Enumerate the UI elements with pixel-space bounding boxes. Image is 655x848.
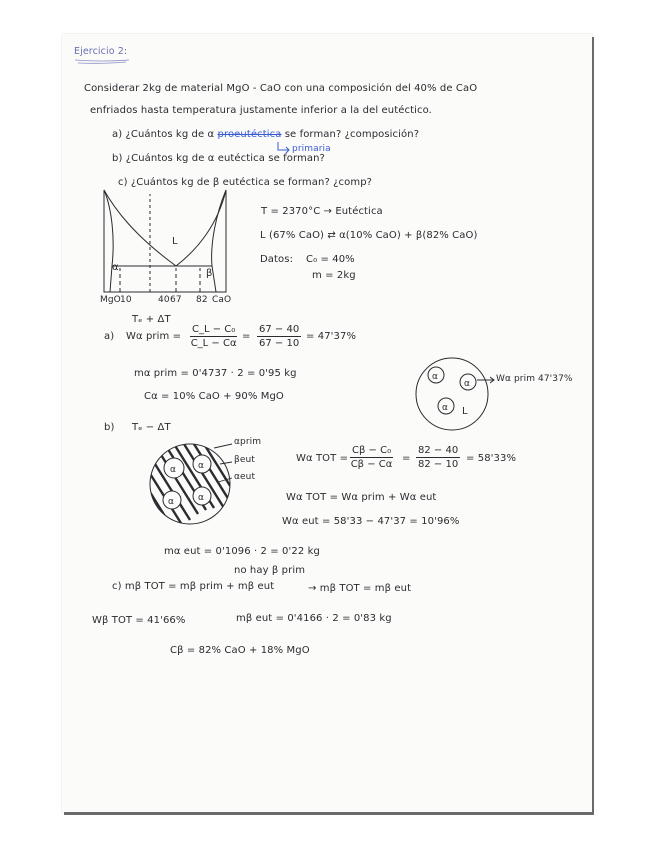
liquidus-right xyxy=(176,190,226,266)
xlabel-40: 40 xyxy=(158,295,170,305)
xlabel-10: 10 xyxy=(120,295,132,305)
micro-b-grain-2: α xyxy=(198,461,204,471)
part-b-result: = 58'33% xyxy=(466,453,517,464)
statement-line-1: Considerar 2kg de material MgO - CaO con una composición del 40% de CaO xyxy=(84,83,478,94)
part-a-frac-den: C_L − Cα xyxy=(190,338,237,349)
phase-label-L: L xyxy=(172,236,178,247)
part-a-frac2-den: 67 − 10 xyxy=(259,338,300,349)
xlabel-cao: CaO xyxy=(212,295,232,305)
part-c-composition: Cβ = 82% CaO + 18% MgO xyxy=(170,645,310,656)
datum-c0: C₀ = 40% xyxy=(306,254,355,265)
part-c-note: no hay β prim xyxy=(234,565,306,576)
micro-b-leader-lines xyxy=(212,438,236,488)
part-a-w-prim: Wα prim = xyxy=(126,331,182,342)
part-a-numeric-fraction xyxy=(257,324,301,349)
micro-b-legend-alpha-prim: αprim xyxy=(234,437,262,447)
micro-a-grain-3: α xyxy=(442,403,448,413)
micro-a-liquid-label: L xyxy=(462,406,468,417)
micro-b-grain-1: α xyxy=(170,465,176,475)
question-a-end: se forman? ¿composición? xyxy=(284,129,420,140)
part-c-result-arrow: → mβ TOT = mβ eut xyxy=(308,583,412,594)
solvus-alpha xyxy=(104,190,113,292)
solvus-beta xyxy=(212,190,226,292)
part-b-lever-fraction xyxy=(350,445,393,470)
part-a-composition: Cα = 10% CaO + 90% MgO xyxy=(144,391,284,402)
phase-diagram xyxy=(98,184,238,304)
micro-a-grain-2: α xyxy=(464,379,470,389)
micro-a-annotation: Wα prim 47'37% xyxy=(496,374,573,384)
question-a-correction: primaria xyxy=(292,144,331,154)
part-c-w-tot: Wβ TOT = 41'66% xyxy=(92,615,186,626)
micro-b-legend-beta-eut: βeut xyxy=(234,455,255,465)
part-b-frac2-num: 82 − 40 xyxy=(418,445,459,456)
question-b: b) ¿Cuántos kg de α eutéctica se forman? xyxy=(112,153,325,164)
xlabel-67: 67 xyxy=(170,295,182,305)
micro-b-grain-4: α xyxy=(198,493,204,503)
part-b-frac-num: Cβ − C₀ xyxy=(352,445,392,456)
part-b-w-eut: Wα eut = 58'33 − 47'37 = 10'96% xyxy=(282,516,460,527)
statement-line-2: enfriados hasta temperatura justamente inferior a la del eutéctico. xyxy=(90,105,432,116)
part-b-w-tot: Wα TOT = xyxy=(296,453,349,464)
microstructure-a xyxy=(412,354,492,434)
micro-b-grain-3: α xyxy=(168,497,174,507)
part-a-lever-fraction xyxy=(190,324,237,349)
eutectic-temperature: T = 2370°C → Eutéctica xyxy=(261,206,383,217)
datos-label: Datos: xyxy=(260,254,294,265)
question-a-struck-word: proeutéctica xyxy=(217,129,282,140)
part-b-frac-den: Cβ − Cα xyxy=(350,459,393,470)
part-b-temperature: Tₑ − ΔT xyxy=(132,422,171,433)
part-a-temperature: Tₑ + ΔT xyxy=(132,314,171,325)
part-b-frac2-den: 82 − 10 xyxy=(418,459,459,470)
phase-label-alpha: α xyxy=(112,262,119,273)
part-b-sum: Wα TOT = Wα prim + Wα eut xyxy=(286,492,437,503)
notebook-page xyxy=(62,34,592,812)
eutectic-reaction: L (67% CaO) ⇄ α(10% CaO) + β(82% CaO) xyxy=(260,230,478,241)
xlabel-mgo: MgO xyxy=(100,295,121,305)
micro-a-grain-1: α xyxy=(432,372,438,382)
question-c: c) ¿Cuántos kg de β eutéctica se forman? ¿comp? xyxy=(118,177,373,188)
exercise-title: Ejercicio 2: xyxy=(74,46,128,57)
liquidus-left xyxy=(104,190,176,266)
phase-label-beta: β xyxy=(206,268,213,279)
part-a-frac-num: C_L − C₀ xyxy=(192,324,236,335)
xlabel-82: 82 xyxy=(196,295,208,305)
part-a-frac2-num: 67 − 40 xyxy=(259,324,300,335)
micro-a-arrow-icon xyxy=(476,376,496,384)
part-c-equation: c) mβ TOT = mβ prim + mβ eut xyxy=(112,581,275,592)
title-underline xyxy=(74,58,130,64)
part-b-numeric-fraction xyxy=(416,445,460,470)
part-a-equals: = xyxy=(242,331,251,342)
micro-b-legend-alpha-eut: αeut xyxy=(234,472,256,482)
part-a-mass: mα prim = 0'4737 · 2 = 0'95 kg xyxy=(134,368,297,379)
part-b-equals: = xyxy=(402,453,411,464)
part-b-m-eut: mα eut = 0'1096 · 2 = 0'22 kg xyxy=(164,546,320,557)
part-a-result: = 47'37% xyxy=(306,331,357,342)
datum-mass: m = 2kg xyxy=(312,270,356,281)
part-a-label: a) xyxy=(104,331,115,342)
part-c-m-eut: mβ eut = 0'4166 · 2 = 0'83 kg xyxy=(236,613,392,624)
question-a xyxy=(112,129,419,140)
question-a-start: a) ¿Cuántos kg de α xyxy=(112,129,215,140)
part-b-label: b) xyxy=(104,422,115,433)
